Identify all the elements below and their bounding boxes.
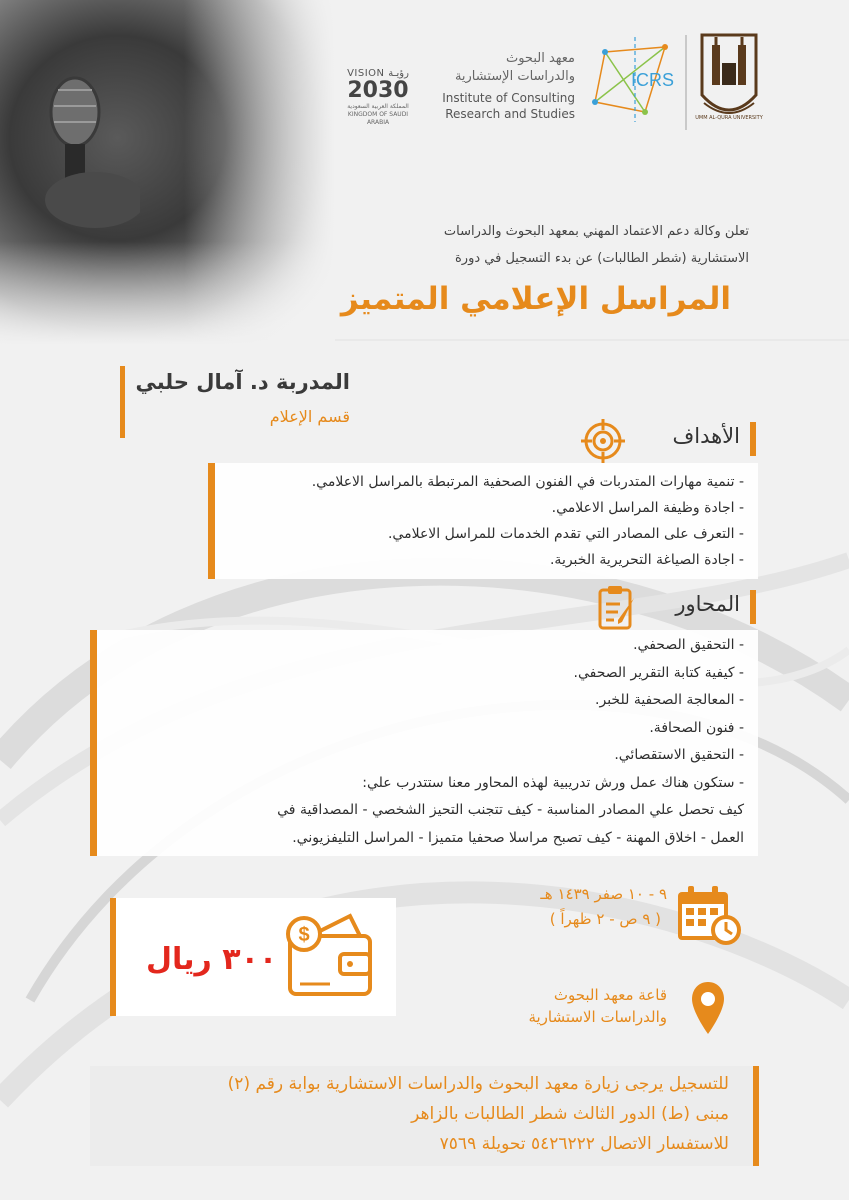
intro-line-2: الاستشارية (شطر الطالبات) عن بدء التسجيل في دورة bbox=[454, 251, 749, 266]
course-date: ٩ - ١٠ صفر ١٤٣٩ هـ bbox=[540, 885, 667, 903]
objective-item: - اجادة الصياغة التحريرية الخبرية. bbox=[549, 552, 744, 568]
price-box bbox=[110, 898, 396, 1016]
location-icon bbox=[690, 980, 726, 1036]
trainer-card bbox=[120, 366, 350, 438]
topic-item: كيف تحصل علي المصادر المناسبة - كيف تتجنب التحيز الشخصي - المصداقية في bbox=[277, 802, 744, 818]
trainer-accent-bar bbox=[120, 366, 125, 438]
topic-item: العمل - اخلاق المهنة - كيف تصبح مراسلا صحفيا متميزا - المراسل التليفزيوني. bbox=[292, 829, 744, 846]
course-title: المراسل الإعلامي المتميز bbox=[340, 281, 731, 317]
institute-name-ar-1: معهد البحوث bbox=[505, 51, 575, 66]
footer-line-2: مبنى (ط) الدور الثالث شطر الطالبات بالزاهر bbox=[411, 1104, 729, 1124]
topic-item: - التحقيق الصحفي. bbox=[633, 637, 744, 653]
clipboard-icon bbox=[596, 584, 636, 630]
topics-panel-edge bbox=[90, 630, 97, 856]
header-divider bbox=[685, 35, 687, 130]
trainer-name: المدربة د. آمال حلبي bbox=[135, 370, 350, 394]
objectives-heading bbox=[580, 422, 756, 456]
topics-heading-bar bbox=[750, 590, 756, 624]
course-time: ( ٩ ص - ٢ ظهراً ) bbox=[549, 910, 661, 928]
topic-item: - ستكون هناك عمل ورش تدريبية لهذه المحاور معنا ستتدرب علي: bbox=[362, 774, 744, 791]
objective-item: - التعرف على المصادر التي تقدم الخدمات للمراسل الاعلامي. bbox=[387, 526, 744, 542]
institute-name-ar-2: والدراسات الإستشارية bbox=[454, 69, 575, 84]
topics-panel bbox=[90, 630, 758, 856]
vision-year: 2030 bbox=[347, 78, 409, 103]
intro-line-1: تعلن وكالة دعم الاعتماد المهني بمعهد البحوث والدراسات bbox=[443, 224, 749, 239]
microphone-icon bbox=[20, 60, 140, 230]
topics-heading bbox=[596, 590, 756, 624]
venue-line-1: قاعة معهد البحوث bbox=[553, 986, 667, 1004]
topics-heading-label: المحاور bbox=[675, 592, 740, 616]
topic-item: - المعالجة الصحفية للخبر. bbox=[595, 692, 744, 708]
objectives-panel bbox=[208, 463, 758, 579]
topic-item: - كيفية كتابة التقرير الصحفي. bbox=[573, 664, 744, 681]
topics-list bbox=[277, 632, 744, 852]
topic-item: - التحقيق الاستقصائي. bbox=[614, 747, 744, 763]
institute-logo-block bbox=[442, 32, 685, 127]
icrs-acronym: ICRS bbox=[631, 70, 675, 90]
calendar-icon bbox=[676, 884, 742, 946]
footer-edge bbox=[753, 1066, 759, 1166]
svg-text:$: $ bbox=[298, 924, 310, 946]
objective-item: - اجادة وظيفة المراسل الاعلامي. bbox=[551, 500, 744, 516]
objectives-heading-label: الأهداف bbox=[672, 424, 740, 448]
objectives-panel-edge bbox=[208, 463, 215, 579]
registration-footer bbox=[90, 1066, 759, 1166]
institute-name-en-1: Institute of Consulting bbox=[442, 91, 575, 105]
price-box-edge bbox=[110, 898, 116, 1016]
venue-line-2: والدراسات الاستشارية bbox=[528, 1008, 667, 1026]
objectives-heading-bar bbox=[750, 422, 756, 456]
vision-sub-en: KINGDOM OF SAUDI ARABIA bbox=[347, 111, 409, 126]
institute-name-en-2: Research and Studies bbox=[445, 107, 575, 121]
objectives-list bbox=[312, 469, 744, 573]
topic-item: - فنون الصحافة. bbox=[649, 719, 744, 736]
university-logo-text: UMM AL-QURA UNIVERSITY bbox=[695, 115, 763, 121]
footer-line-3: للاستفسار الاتصال ٥٤٢٦٢٢٢ تحويلة ٧٥٦٩ bbox=[439, 1134, 729, 1154]
icrs-logo-icon bbox=[585, 32, 685, 127]
wallet-icon bbox=[280, 908, 380, 1004]
objective-item: - تنمية مهارات المتدربات في الفنون الصحفية المرتبطة بالمراسل الاعلامي. bbox=[311, 474, 744, 490]
price-text: ٣٠٠ ريال bbox=[146, 942, 278, 977]
trainer-department: قسم الإعلام bbox=[269, 407, 350, 426]
university-logo bbox=[694, 25, 764, 130]
vision-label: VISION رؤيـة bbox=[347, 68, 409, 79]
target-icon bbox=[580, 418, 626, 464]
vision-sub-ar: المملكة العربية السعودية bbox=[347, 103, 409, 110]
footer-line-1: للتسجيل يرجى زيارة معهد البحوث والدراسات الاستشارية بوابة رقم (٢) bbox=[227, 1074, 729, 1094]
